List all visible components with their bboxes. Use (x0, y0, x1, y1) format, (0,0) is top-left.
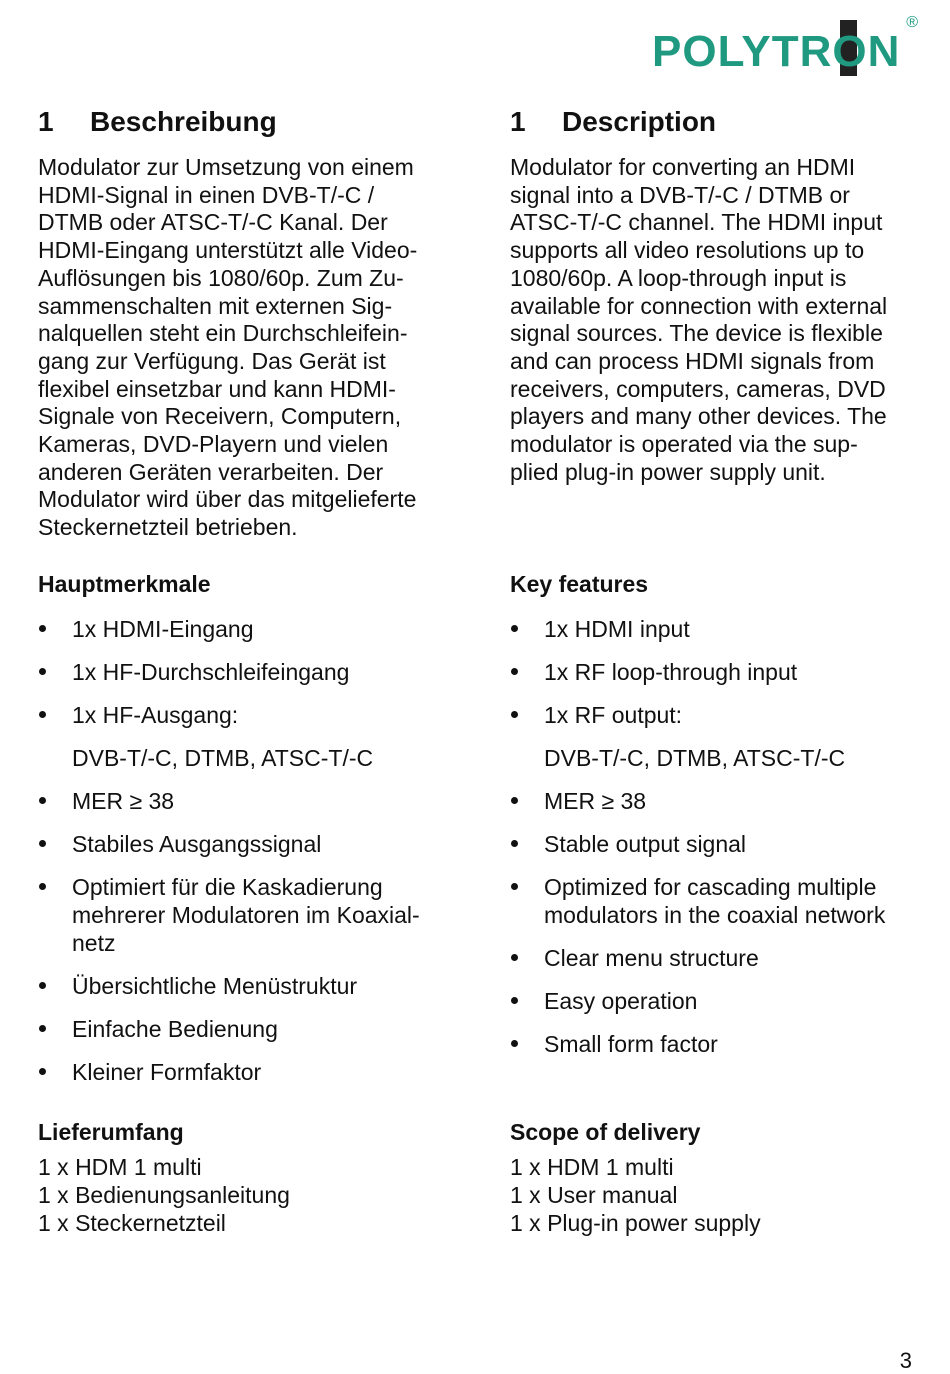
delivery-item: 1 x HDM 1 multi (510, 1154, 674, 1180)
intro-line: available for connection with external (510, 292, 888, 319)
features-title-en: Key features (510, 571, 649, 597)
list-item: Einfache Bedienung (38, 1015, 448, 1043)
list-item: MER ≥ 38 (510, 787, 920, 815)
list-item: Clear menu structure (510, 944, 920, 972)
intro-line: flexibel einsetzbar und kann HDMI- (38, 375, 396, 402)
intro-line: nalquellen steht ein Durchschleifein- (38, 320, 408, 347)
features-section-de (38, 570, 448, 1086)
intro-line: plied plug-in power supply unit. (510, 458, 826, 485)
list-item: Stable output signal (510, 830, 920, 858)
delivery-item: 1 x HDM 1 multi (38, 1154, 202, 1180)
delivery-section-de (38, 1118, 448, 1237)
delivery-item: 1 x Bedienungsanleitung (38, 1182, 290, 1208)
delivery-title-de: Lieferumfang (38, 1119, 184, 1145)
list-item: MER ≥ 38 (38, 787, 448, 815)
delivery-title-en: Scope of delivery (510, 1119, 701, 1145)
list-item: 1x RF loop-through input (510, 658, 920, 686)
intro-line: Modulator zur Umsetzung von einem (38, 154, 414, 180)
intro-line: Modulator for converting an HDMI (510, 154, 856, 180)
list-item: 1x RF output: (510, 701, 920, 729)
intro-line: gang zur Verfügung. Das Gerät ist (38, 347, 386, 374)
output-standards-de: DVB-T/-C, DTMB, ATSC-T/-C (72, 745, 374, 771)
intro-line: HDMI-Eingang unterstützt alle Video- (38, 237, 418, 264)
list-item: 1x HDMI-Eingang (38, 615, 448, 643)
features-section-en (510, 570, 920, 1058)
intro-text-de (38, 154, 448, 542)
list-item: Optimiert für die Kaskadierung mehrerer Modulatoren im Koaxial- netz (38, 873, 448, 957)
list-item: 1x HF-Ausgang: (38, 701, 448, 729)
intro-line: players and many other devices. The (510, 403, 887, 430)
list-item: Übersichtliche Menüstruktur (38, 972, 448, 1000)
delivery-item: 1 x User manual (510, 1182, 678, 1208)
intro-line: 1080/60p. A loop-through input is (510, 264, 847, 291)
brand-wordmark: POLYTR ON (652, 30, 900, 74)
intro-line: signal into a DVB-T/-C / DTMB or (510, 181, 850, 208)
section-heading-en: 1 Description (510, 106, 717, 137)
intro-line: Modulator wird über das mitgelieferte (38, 486, 417, 513)
intro-line: sammenschalten mit externen Sig- (38, 292, 393, 319)
page-number: 3 (899, 1348, 912, 1373)
german-column (38, 104, 448, 1236)
intro-line: and can process HDMI signals from (510, 347, 875, 374)
intro-line: receivers, computers, cameras, DVD (510, 375, 886, 402)
list-item: Small form factor (510, 1030, 920, 1058)
intro-line: ATSC-T/-C channel. The HDMI input (510, 209, 883, 236)
list-item: Stabiles Ausgangssignal (38, 830, 448, 858)
intro-line: modulator is operated via the sup- (510, 431, 858, 458)
list-item: 1x HDMI input (510, 615, 920, 643)
intro-line: Steckernetzteil betrieben. (38, 514, 298, 541)
intro-line: anderen Geräten verarbeiten. Der (38, 458, 384, 485)
list-item: Easy operation (510, 987, 920, 1015)
intro-line: Kameras, DVD-Playern und vielen (38, 431, 389, 458)
intro-line: supports all video resolutions up to (510, 237, 865, 264)
delivery-section-en (510, 1118, 920, 1237)
list-item: Optimized for cascading multiple modulators in the coaxial network (510, 873, 920, 929)
intro-line: Signale von Receivern, Computern, (38, 403, 402, 430)
polytron-logo (652, 14, 918, 90)
intro-line: signal sources. The device is flexible (510, 320, 883, 347)
english-column (510, 104, 920, 1236)
delivery-item: 1 x Plug-in power supply (510, 1210, 761, 1236)
section-heading-de: 1 Beschreibung (38, 106, 277, 137)
intro-text-en (510, 154, 920, 486)
delivery-item: 1 x Steckernetzteil (38, 1210, 226, 1236)
intro-line: Auflösungen bis 1080/60p. Zum Zu- (38, 264, 404, 291)
intro-line: HDMI-Signal in einen DVB-T/-C / (38, 181, 375, 208)
features-title-de: Hauptmerkmale (38, 571, 211, 597)
features-list-en (510, 615, 920, 1058)
intro-line: DTMB oder ATSC-T/-C Kanal. Der (38, 209, 388, 236)
list-item: Kleiner Formfaktor (38, 1058, 448, 1086)
registered-mark: ® (906, 14, 918, 31)
features-list-de (38, 615, 448, 1086)
list-item: 1x HF-Durchschleifeingang (38, 658, 448, 686)
output-standards-en: DVB-T/-C, DTMB, ATSC-T/-C (544, 745, 846, 771)
